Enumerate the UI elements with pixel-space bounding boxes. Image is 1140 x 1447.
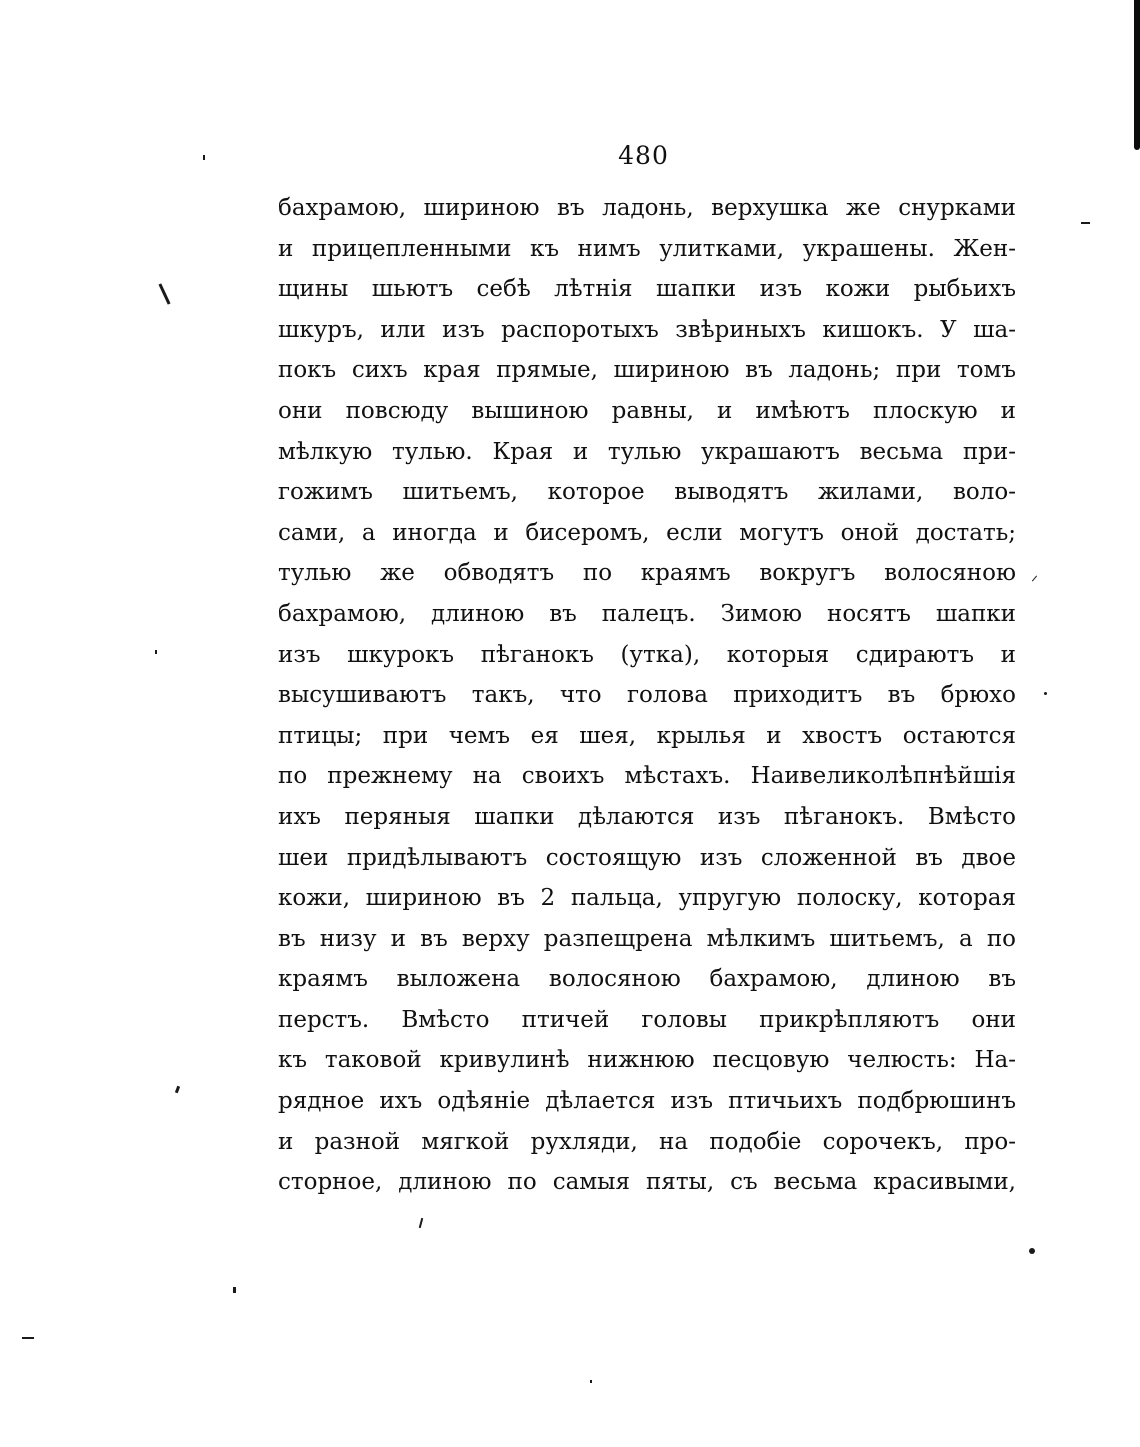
scan-speck <box>1029 1248 1035 1254</box>
page-number: 480 <box>618 141 669 170</box>
scan-speck <box>233 1287 236 1293</box>
text-line: птицы; при чемъ ея шея, крылья и хвостъ остаются <box>278 722 1016 749</box>
text-line: сторное, длиною по самыя пяты, съ весьма красивыми, <box>278 1169 1016 1196</box>
text-line: шеи придѣлываютъ состоящую изъ сложенной въ двое <box>278 844 1016 871</box>
text-line: мѣлкую тулью. Края и тулью украшаютъ весьма при- <box>278 438 1016 465</box>
scan-speck <box>1081 222 1090 224</box>
scan-speck <box>590 1380 592 1383</box>
text-line: тулью же обводятъ по краямъ вокругъ волосяною <box>278 560 1016 587</box>
text-line: и прицепленными къ нимъ улитками, украшены. Жен- <box>278 235 1016 262</box>
scan-speck <box>1044 692 1047 695</box>
scan-speck <box>419 1218 424 1228</box>
scan-speck <box>175 1086 180 1094</box>
text-line: сами, а иногда и бисеромъ, если могутъ оной достать; <box>278 519 1016 546</box>
text-line: гожимъ шитьемъ, которое выводятъ жилами, воло- <box>278 479 1016 506</box>
text-line: по прежнему на своихъ мѣстахъ. Наивеликолѣпнѣйшія <box>278 763 1016 790</box>
body-text <box>278 188 1016 1203</box>
text-line: изъ шкурокъ пѣганокъ (утка), которыя сдираютъ и <box>278 641 1016 668</box>
text-line: и разной мягкой рухляди, на подобіе сорочекъ, про- <box>278 1128 1016 1155</box>
scan-speck <box>158 283 170 304</box>
text-line: перстъ. Вмѣсто птичей головы прикрѣпляютъ они <box>278 1006 1016 1033</box>
scan-speck <box>203 155 205 160</box>
text-line: шкуръ, или изъ распоротыхъ звѣриныхъ кишокъ. У ша- <box>278 316 1016 343</box>
text-line: покъ сихъ края прямые, шириною въ ладонь; при томъ <box>278 357 1016 384</box>
scan-speck <box>1032 575 1037 581</box>
text-line: въ низу и въ верху разпещрена мѣлкимъ шитьемъ, а по <box>278 925 1016 952</box>
text-line: высушиваютъ такъ, что голова приходитъ въ брюхо <box>278 682 1016 709</box>
text-line: кожи, шириною въ 2 пальца, упругую полоску, которая <box>278 885 1016 912</box>
scan-speck <box>22 1337 34 1339</box>
text-line: бахрамою, длиною въ палецъ. Зимою носятъ шапки <box>278 600 1016 627</box>
scan-edge-shadow <box>1134 0 1140 150</box>
text-line: краямъ выложена волосяною бахрамою, длиною въ <box>278 966 1016 993</box>
text-line: ихъ перяныя шапки дѣлаются изъ пѣганокъ. Вмѣсто <box>278 803 1016 830</box>
text-line: рядное ихъ одѣяніе дѣлается изъ птичьихъ подбрюшинъ <box>278 1088 1016 1115</box>
text-line: щины шьютъ себѣ лѣтнія шапки изъ кожи рыбьихъ <box>278 276 1016 303</box>
text-line: они повсюду вышиною равны, и имѣютъ плоскую и <box>278 397 1016 424</box>
text-line: къ таковой кривулинѣ нижнюю песцовую челюсть: На- <box>278 1047 1016 1074</box>
text-line: бахрамою, шириною въ ладонь, верхушка же снурками <box>278 195 1016 221</box>
scan-speck <box>155 650 157 654</box>
